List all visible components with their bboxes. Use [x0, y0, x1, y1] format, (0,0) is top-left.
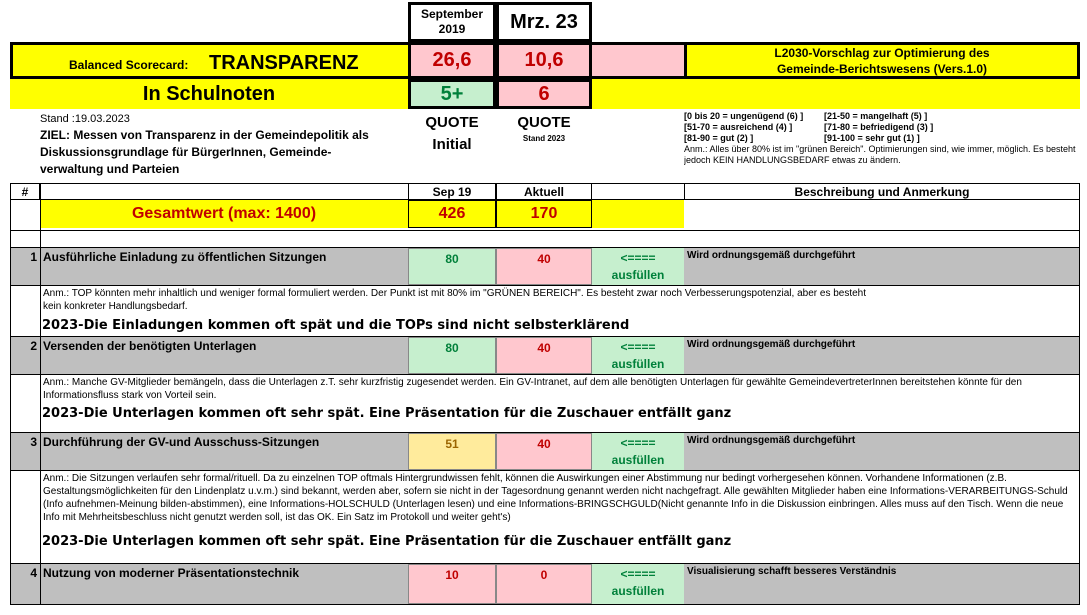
item-2-note: Anm.: Manche GV-Mitglieder bemängeln, dass die Unterlagen z.T. sehr kurzfristig zugesendet werden. Ein GV-Intranet, auf dem alle benötigten Unterlagen für gewählte GemeindevertreterInnen bereitstehen könnte für den Informationsfluss stark von Vorteil sein. — [43, 377, 1022, 401]
row-divider — [10, 563, 1080, 564]
item-3-initial[interactable]: 51 — [408, 433, 496, 470]
row-divider — [10, 604, 1080, 605]
left-border — [10, 183, 11, 605]
total-current: 170 — [496, 200, 592, 228]
item-1-comment: 2023-Die Einladungen kommen oft spät und die TOPs sind nicht selbsterklärend — [42, 318, 630, 333]
proposal-text: L2030-Vorschlag zur Optimierung des Gemeinde-Berichtswesens (Vers.1.0) — [684, 42, 1080, 79]
header-current: Aktuell — [496, 183, 592, 200]
row-divider — [10, 285, 1080, 286]
item-2-title: Versenden der benötigten Unterlagen — [40, 337, 408, 374]
scorecard-title: TRANSPARENZ — [209, 52, 359, 74]
item-1-num: 1 — [10, 248, 40, 285]
header-desc: Beschreibung und Anmerkung — [684, 183, 1080, 200]
total-label: Gesamtwert (max: 1400) — [40, 200, 408, 228]
item-3-note: Anm.: Die Sitzungen verlaufen sehr formal/rituell. Da zu einzelnen TOP oftmals Hintergrundwissen fehlt, können die Auswirkungen einer Abstimmung nur bedingt vorhergesehen können. Vorhandene Informationen (z.B. Gestaltungsmöglichkeiten für den Lindenplatz u.v.m.) sind bekannt, werden aber, sofern sie nicht in der Tagesordnung genannt werden nicht nachgefragt. Alle gewählten Mitglieder haben eine Informations-VERARBEITUNGS-Schuld (Info aufnehmen-Meinung bilden-abstimmen), eine Informations-HOLSCHULD (Unterlagen lesen) und eine Informations-BRINGSCHGULD(Nicht genannte Info in die Diskussion einbringen. Alles muss auf den Tisch. Wenn die neue Info mit Mehrheitsbeschluss nicht genutzt werden soll, ist das OK. Ein Satz im Protokoll und weiter geht's) — [43, 473, 1068, 523]
grades-current: 6 — [496, 79, 592, 109]
item-3-desc: Wird ordnungsgemäß durchgeführt — [684, 433, 1080, 470]
total-initial: 426 — [408, 200, 496, 228]
blank-row — [10, 230, 1080, 248]
item-2-fill-hint: <==== ausfüllen — [592, 337, 684, 374]
grades-initial: 5+ — [408, 79, 496, 109]
stand-date: Stand :19.03.2023 — [40, 113, 130, 125]
row-divider — [10, 374, 1080, 375]
item-1-current[interactable]: 40 — [496, 248, 592, 285]
quote-current-label: QUOTE Stand 2023 — [517, 114, 571, 143]
item-2-num: 2 — [10, 337, 40, 374]
grades-label: In Schulnoten — [10, 79, 408, 109]
scorecard-current-value: 10,6 — [496, 42, 592, 79]
item-4-num: 4 — [10, 564, 40, 604]
item-2-desc: Wird ordnungsgemäß durchgeführt — [684, 337, 1080, 374]
goal-text: ZIEL: Messen von Transparenz in der Gemeindepolitik als Diskussionsgrundlage für BürgerInnen, Gemeinde-verwaltung und Parteien — [40, 128, 369, 176]
item-4-current[interactable]: 0 — [496, 564, 592, 604]
item-4-fill-hint: <==== ausfüllen — [592, 564, 684, 604]
total-spacer — [592, 200, 684, 228]
scorecard-initial-value: 26,6 — [408, 42, 496, 79]
header-num: # — [10, 183, 40, 200]
item-1-desc: Wird ordnungsgemäß durchgeführt — [684, 248, 1080, 285]
grades-spacer — [592, 79, 1080, 109]
header-title-blank — [40, 183, 408, 200]
item-4-desc: Visualisierung schafft besseres Verständnis — [684, 564, 1080, 604]
left-border — [40, 183, 41, 605]
item-2-comment: 2023-Die Unterlagen kommen oft sehr spät. Eine Präsentation für die Zuschauer entfällt ganz — [42, 406, 732, 421]
right-border — [1079, 183, 1080, 605]
quote-initial-label: QUOTE Initial — [425, 114, 479, 153]
item-3-fill-hint: <==== ausfüllen — [592, 433, 684, 470]
col-initial-date: September 2019 — [408, 2, 496, 42]
scorecard-title-cell — [10, 42, 408, 79]
scorecard-label: Balanced Scorecard: — [69, 58, 189, 72]
col-current-date: Mrz. 23 — [496, 2, 592, 42]
item-4-initial[interactable]: 10 — [408, 564, 496, 604]
grade-scale: [0 bis 20 = ungenügend (6) ] [21-50 = mangelhaft (5) ] [51-70 = ausreichend (4) ] [71-80 = befriedigend (3) ] [81-90 = gut (2) ] [91-100 = sehr gut (1) ] Anm.: Alles über 80% ist im "grünen Bereich". Optimierungen sind, wie immer, möglich. Es besteht jedoch KEIN HANDLUNGSBEDARF etwas zu ändern. — [684, 111, 1076, 165]
header-fill-blank — [592, 183, 684, 200]
item-3-title: Durchführung der GV-und Ausschuss-Sitzungen — [40, 433, 408, 470]
item-1-initial[interactable]: 80 — [408, 248, 496, 285]
row-divider — [10, 432, 1080, 433]
scorecard-spacer — [592, 42, 684, 79]
item-1-title: Ausführliche Einladung zu öffentlichen Sitzungen — [40, 248, 408, 285]
item-2-current[interactable]: 40 — [496, 337, 592, 374]
row-divider — [10, 336, 1080, 337]
item-3-num: 3 — [10, 433, 40, 470]
item-4-title: Nutzung von moderner Präsentationstechnik — [40, 564, 408, 604]
item-1-note: Anm.: TOP könnten mehr inhaltlich und weniger formal formuliert werden. Der Punkt ist mit 80% im "GRÜNEN BEREICH". Es besteht zwar noch Verbesserungspotenzial, aber es besteht kein konkreter Handlungsbedarf. — [43, 288, 867, 312]
item-3-current[interactable]: 40 — [496, 433, 592, 470]
row-divider — [10, 470, 1080, 471]
item-2-initial[interactable]: 80 — [408, 337, 496, 374]
item-1-fill-hint: <==== ausfüllen — [592, 248, 684, 285]
header-initial: Sep 19 — [408, 183, 496, 200]
item-3-comment: 2023-Die Unterlagen kommen oft sehr spät. Eine Präsentation für die Zuschauer entfällt ganz — [42, 534, 732, 549]
